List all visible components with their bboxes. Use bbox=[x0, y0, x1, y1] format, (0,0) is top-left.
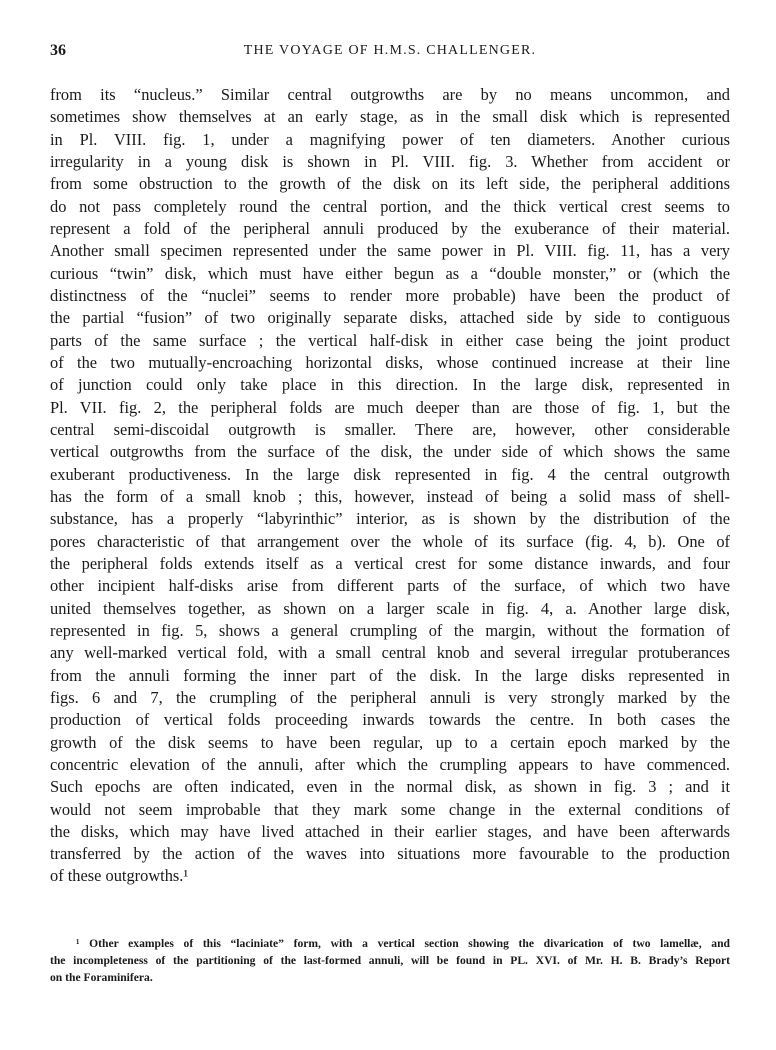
body-line: growth of the disk seems to have been regular, up to a certain epoch marked by the bbox=[50, 732, 730, 752]
body-line: from its “nucleus.” Similar central outgrowths are by no means uncommon, and bbox=[50, 85, 730, 104]
body-line: distinctness of the “nuclei” seems to render more probable) have been the product of bbox=[50, 285, 730, 305]
body-line: of these outgrowths.¹ bbox=[50, 866, 189, 886]
page-number: 36 bbox=[50, 42, 66, 59]
body-paragraph bbox=[50, 84, 730, 888]
body-line: production of vertical folds proceeding inwards towards the centre. In both cases the bbox=[50, 710, 730, 730]
body-line: united themselves together, as shown on a larger scale in fig. 4, a. Another large disk, bbox=[50, 598, 730, 618]
body-line: of junction could only take place in this direction. In the large disk, represented in bbox=[50, 375, 730, 395]
body-line: curious “twin” disk, which must have either begun as a “double monster,” or (which the bbox=[50, 263, 730, 283]
body-line: exuberant productiveness. In the large disk represented in fig. 4 the central outgrowth bbox=[50, 464, 730, 484]
page-header bbox=[50, 42, 730, 64]
body-line: would not seem improbable that they mark some change in the external conditions of bbox=[50, 799, 730, 819]
body-line: the peripheral folds extends itself as a vertical crest for some distance inwards, and four bbox=[50, 553, 730, 573]
body-line: Such epochs are often indicated, even in the normal disk, as shown in fig. 3 ; and it bbox=[50, 777, 730, 797]
body-line: has the form of a small knob ; this, however, instead of being a solid mass of shell- bbox=[50, 486, 730, 506]
footnote-line: on the Foraminifera. bbox=[50, 971, 153, 984]
body-line: any well-marked vertical fold, with a small central knob and several irregular protuberances bbox=[50, 643, 730, 663]
body-line: other incipient half-disks arise from different parts of the surface, of which two have bbox=[50, 576, 730, 596]
body-line: transferred by the action of the waves into situations more favourable to the production bbox=[50, 844, 730, 864]
body-line: vertical outgrowths from the surface of the disk, the under side of which shows the same bbox=[50, 442, 730, 462]
body-line: irregularity in a young disk is shown in Pl. VIII. fig. 3. Whether from accident or bbox=[50, 151, 730, 171]
body-line: do not pass completely round the central portion, and the thick vertical crest seems to bbox=[50, 196, 730, 216]
body-line: in Pl. VIII. fig. 1, under a magnifying power of ten diameters. Another curious bbox=[50, 129, 730, 149]
body-line: sometimes show themselves at an early stage, as in the small disk which is represented bbox=[50, 107, 730, 127]
body-line: central semi-discoidal outgrowth is smaller. There are, however, other considerable bbox=[50, 419, 730, 439]
footnote-line: ¹ Other examples of this “laciniate” form, with a vertical section showing the divarication of two lamellæ, and bbox=[76, 937, 730, 950]
footnote bbox=[50, 935, 730, 986]
running-title: THE VOYAGE OF H.M.S. CHALLENGER. bbox=[243, 43, 537, 58]
body-line: from the annuli forming the inner part of the disk. In the large disks represented in bbox=[50, 665, 730, 685]
body-line: represent a fold of the peripheral annuli produced by the exuberance of their material. bbox=[50, 218, 730, 238]
body-line: concentric elevation of the annuli, after which the crumpling appears to have commenced. bbox=[50, 754, 730, 774]
body-line: the disks, which may have lived attached in their earlier stages, and have been afterwards bbox=[50, 821, 730, 841]
body-line: pores characteristic of that arrangement over the whole of its surface (fig. 4, b). One of bbox=[50, 531, 730, 551]
body-line: of the two mutually-encroaching horizontal disks, whose continued increase at their line bbox=[50, 352, 730, 372]
footnote-line: the incompleteness of the partitioning of the last-formed annuli, will be found in PL. XVI. of Mr. H. B. Brady’s Report bbox=[50, 954, 730, 967]
body-line: substance, has a properly “labyrinthic” interior, as is shown by the distribution of the bbox=[50, 509, 730, 529]
body-line: the partial “fusion” of two originally separate disks, attached side by side to contiguous bbox=[50, 308, 730, 328]
body-line: Pl. VII. fig. 2, the peripheral folds are much deeper than are those of fig. 1, but the bbox=[50, 397, 730, 417]
body-line: figs. 6 and 7, the crumpling of the peripheral annuli is very strongly marked by the bbox=[50, 687, 730, 707]
body-line: represented in fig. 5, shows a general crumpling of the margin, without the formation of bbox=[50, 620, 730, 640]
body-line: from some obstruction to the growth of the disk on its left side, the peripheral additions bbox=[50, 174, 730, 194]
body-line: parts of the same surface ; the vertical half-disk in either case being the joint product bbox=[50, 330, 730, 350]
body-line: Another small specimen represented under the same power in Pl. VIII. fig. 11, has a very bbox=[50, 241, 730, 261]
